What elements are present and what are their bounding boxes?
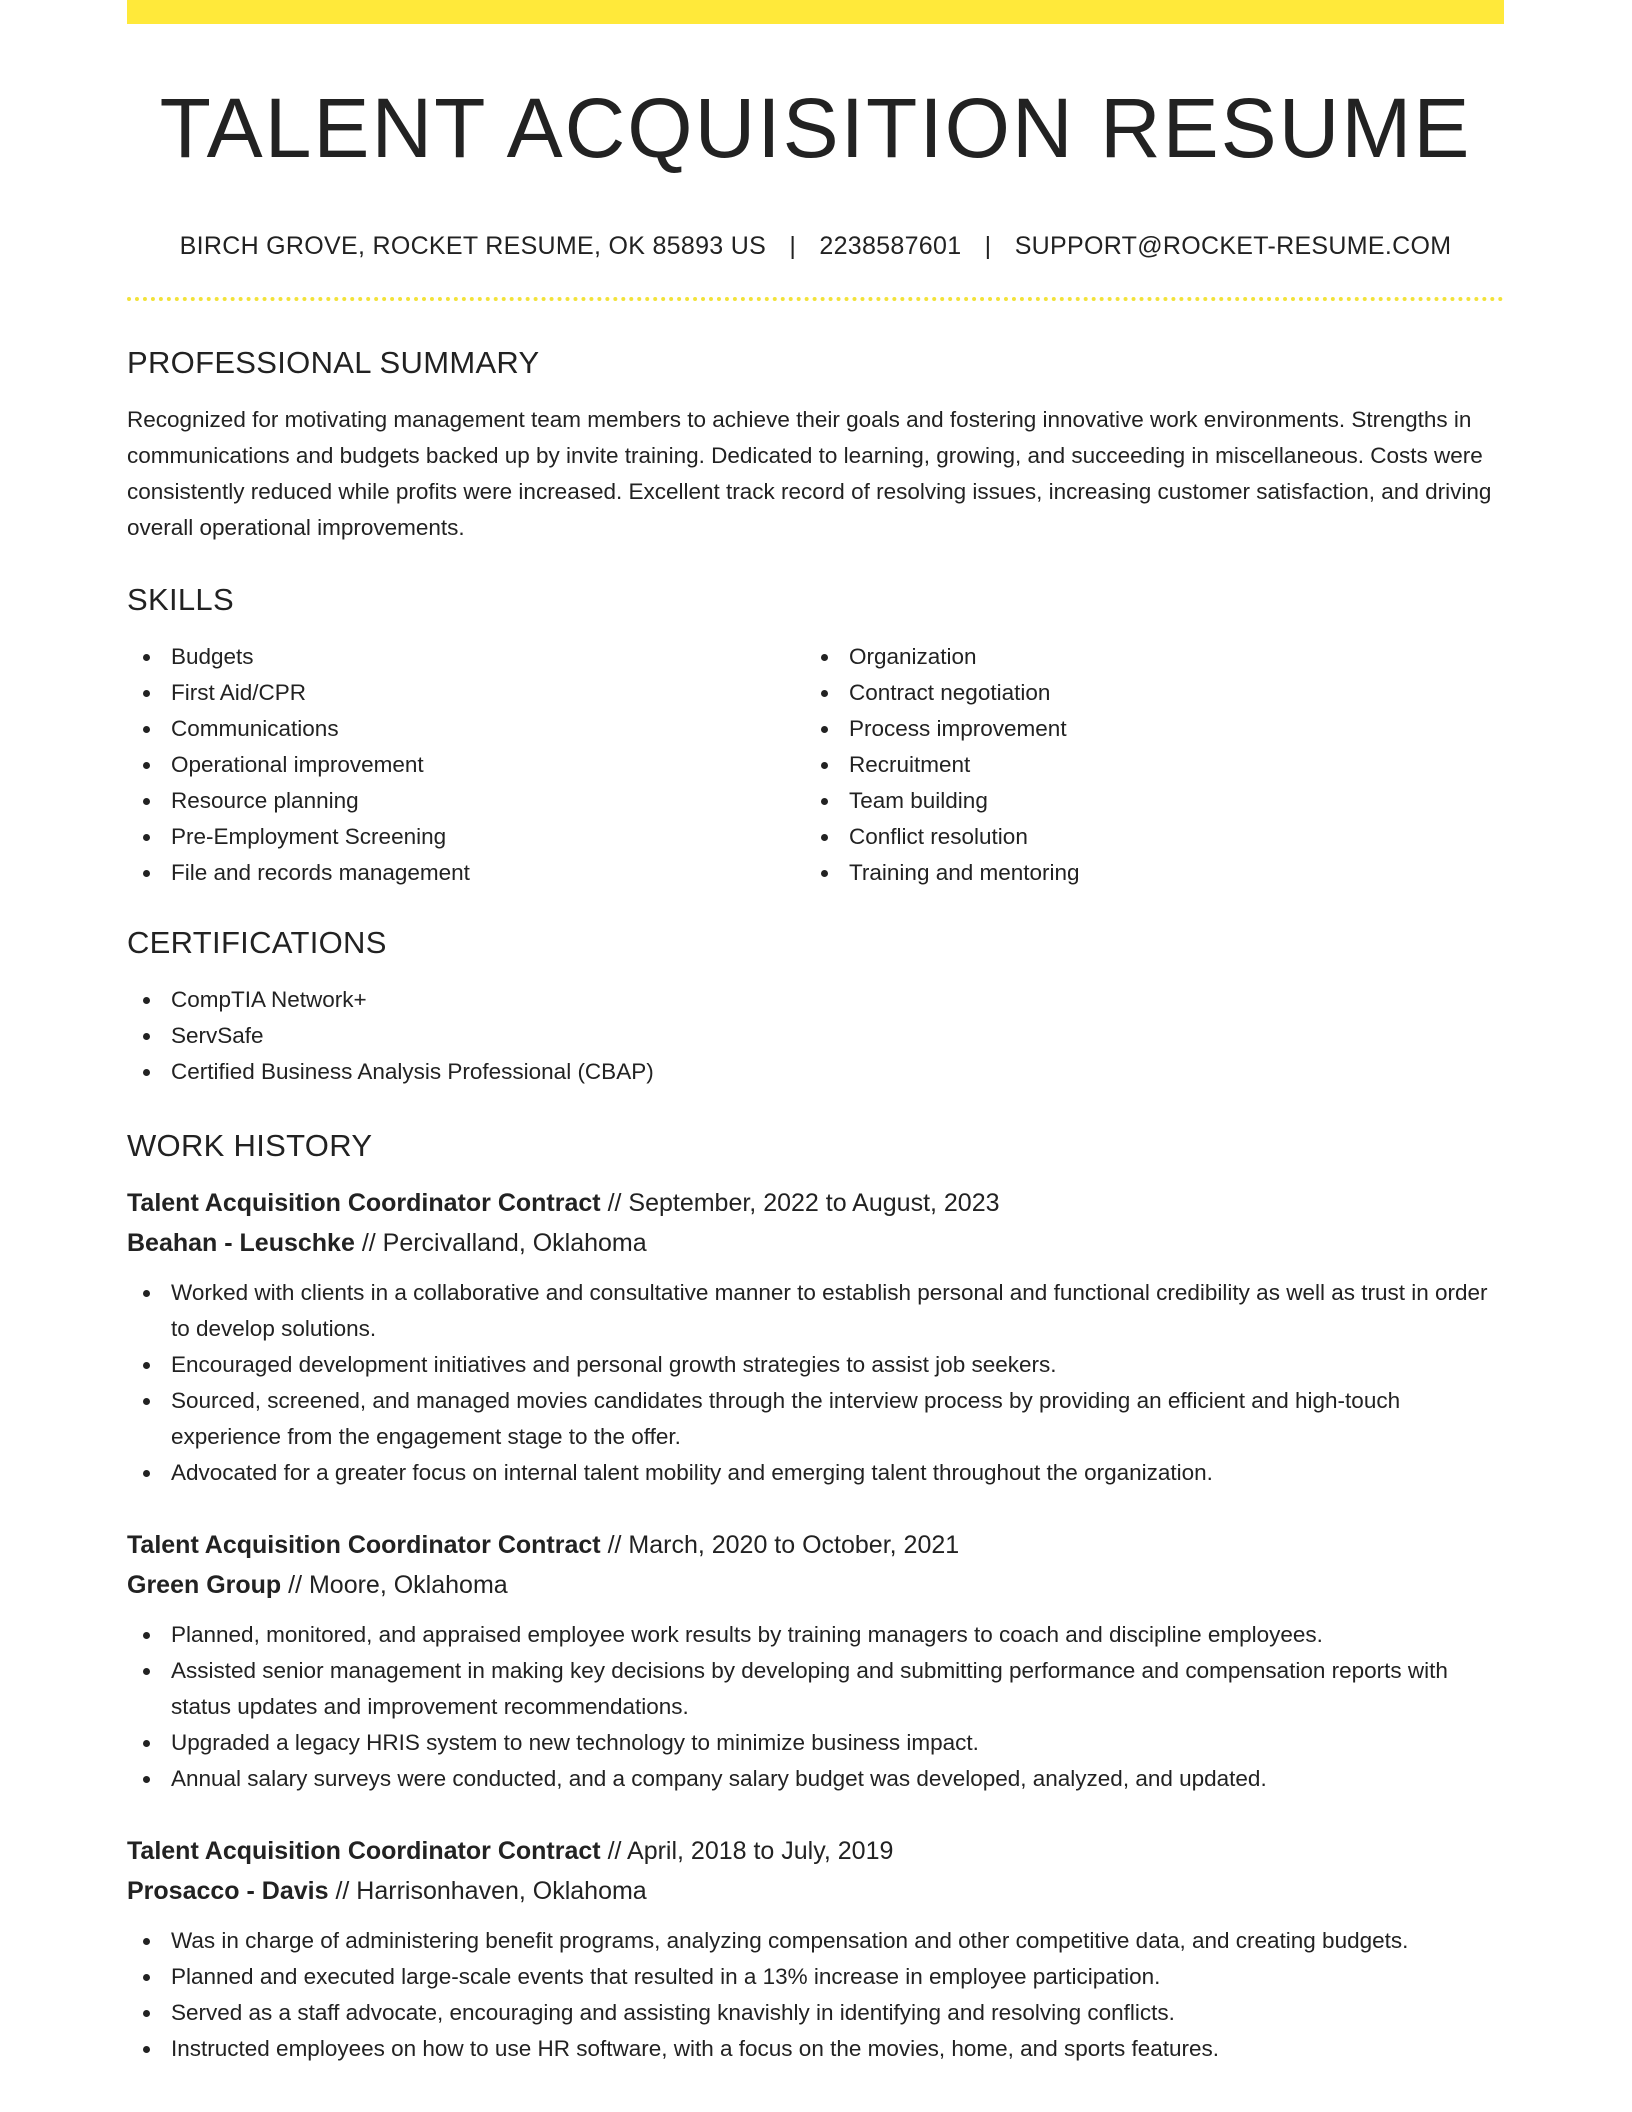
skill-item: File and records management xyxy=(127,855,805,891)
job-bullet: Advocated for a greater focus on internal talent mobility and emerging talent throughout the organization. xyxy=(127,1455,1504,1491)
skills-heading: SKILLS xyxy=(127,582,234,617)
summary-text: Recognized for motivating management team members to achieve their goals and fostering innovative work environments. Strengths in communications and budgets backed up by invite training. Dedicated to learning, growing, and succeeding in miscellaneous. Costs were consistently reduced while profits were increased. Excellent track record of resolving issues, increasing customer satisfaction, and driving overall operational improvements. xyxy=(127,407,1492,540)
job-bullet: Planned and executed large-scale events that resulted in a 13% increase in employee participation. xyxy=(127,1959,1504,1995)
skill-item: Budgets xyxy=(127,639,805,675)
skill-item: Conflict resolution xyxy=(805,819,1483,855)
job-title-line xyxy=(127,1831,1504,1871)
job-company: Green Group xyxy=(127,1571,282,1599)
job-bullet: Planned, monitored, and appraised employee work results by training managers to coach and discipline employees. xyxy=(127,1617,1504,1653)
job-entry xyxy=(127,1831,1504,2067)
job-company: Beahan - Leuschke xyxy=(127,1229,355,1257)
skill-item: Resource planning xyxy=(127,783,805,819)
top-accent-bar xyxy=(127,0,1504,24)
job-title-line xyxy=(127,1525,1504,1565)
skill-item: Team building xyxy=(805,783,1483,819)
skill-item: Training and mentoring xyxy=(805,855,1483,891)
job-bullet: Annual salary surveys were conducted, and a company salary budget was developed, analyzed, and updated. xyxy=(127,1761,1504,1797)
summary-heading: PROFESSIONAL SUMMARY xyxy=(127,345,540,380)
contact-separator: | xyxy=(984,232,992,260)
job-title-line xyxy=(127,1183,1504,1223)
job-title: Talent Acquisition Coordinator Contract xyxy=(127,1531,601,1559)
skills-column-right xyxy=(805,639,1483,891)
skill-item: Organization xyxy=(805,639,1483,675)
contact-separator: | xyxy=(789,232,797,260)
job-bullet: Was in charge of administering benefit programs, analyzing compensation and other competitive data, and creating budgets. xyxy=(127,1923,1504,1959)
dotted-divider xyxy=(127,297,1504,301)
job-bullet: Assisted senior management in making key decisions by developing and submitting performance and compensation reports with status updates and improvement recommendations. xyxy=(127,1653,1504,1725)
skill-item: Recruitment xyxy=(805,747,1483,783)
resume-page xyxy=(127,0,1504,2067)
certification-item: ServSafe xyxy=(127,1018,1504,1054)
job-company-line xyxy=(127,1565,1504,1605)
skills-column-left xyxy=(127,639,805,891)
job-entry xyxy=(127,1525,1504,1797)
contact-phone: 2238587601 xyxy=(819,232,962,260)
job-bullet: Served as a staff advocate, encouraging and assisting knavishly in identifying and resolving conflicts. xyxy=(127,1995,1504,2031)
job-bullet: Upgraded a legacy HRIS system to new technology to minimize business impact. xyxy=(127,1725,1504,1761)
job-bullets xyxy=(127,1275,1504,1491)
job-bullet: Sourced, screened, and managed movies candidates through the interview process by providing an efficient and high-touch experience from the engagement stage to the offer. xyxy=(127,1383,1504,1455)
contact-address: BIRCH GROVE, ROCKET RESUME, OK 85893 US xyxy=(179,232,767,260)
resume-title: TALENT ACQUISITION RESUME xyxy=(159,81,1472,175)
certifications-heading: CERTIFICATIONS xyxy=(127,925,387,960)
job-title: Talent Acquisition Coordinator Contract xyxy=(127,1189,601,1217)
job-bullet: Encouraged development initiatives and personal growth strategies to assist job seekers. xyxy=(127,1347,1504,1383)
job-bullet: Worked with clients in a collaborative and consultative manner to establish personal and functional credibility as well as trust in order to develop solutions. xyxy=(127,1275,1504,1347)
job-bullets xyxy=(127,1923,1504,2067)
job-dates: // September, 2022 to August, 2023 xyxy=(607,1189,1000,1217)
skill-item: Process improvement xyxy=(805,711,1483,747)
work-history-heading: WORK HISTORY xyxy=(127,1128,373,1163)
certifications-list xyxy=(127,982,1504,1090)
job-company: Prosacco - Davis xyxy=(127,1877,329,1905)
skill-item: Operational improvement xyxy=(127,747,805,783)
certification-item: CompTIA Network+ xyxy=(127,982,1504,1018)
job-bullets xyxy=(127,1617,1504,1797)
skill-item: First Aid/CPR xyxy=(127,675,805,711)
job-location: // Harrisonhaven, Oklahoma xyxy=(335,1877,647,1905)
job-company-line xyxy=(127,1223,1504,1263)
job-location: // Moore, Oklahoma xyxy=(288,1571,508,1599)
certification-item: Certified Business Analysis Professional (CBAP) xyxy=(127,1054,1504,1090)
skill-item: Contract negotiation xyxy=(805,675,1483,711)
job-dates: // April, 2018 to July, 2019 xyxy=(607,1837,894,1865)
job-dates: // March, 2020 to October, 2021 xyxy=(607,1531,960,1559)
skill-item: Pre-Employment Screening xyxy=(127,819,805,855)
job-location: // Percivalland, Oklahoma xyxy=(361,1229,647,1257)
skills-list xyxy=(127,639,1504,891)
contact-line xyxy=(127,234,1504,259)
skill-item: Communications xyxy=(127,711,805,747)
job-entry xyxy=(127,1183,1504,1491)
job-company-line xyxy=(127,1871,1504,1911)
job-bullet: Instructed employees on how to use HR software, with a focus on the movies, home, and sports features. xyxy=(127,2031,1504,2067)
contact-email: SUPPORT@ROCKET-RESUME.COM xyxy=(1014,232,1452,260)
job-title: Talent Acquisition Coordinator Contract xyxy=(127,1837,601,1865)
